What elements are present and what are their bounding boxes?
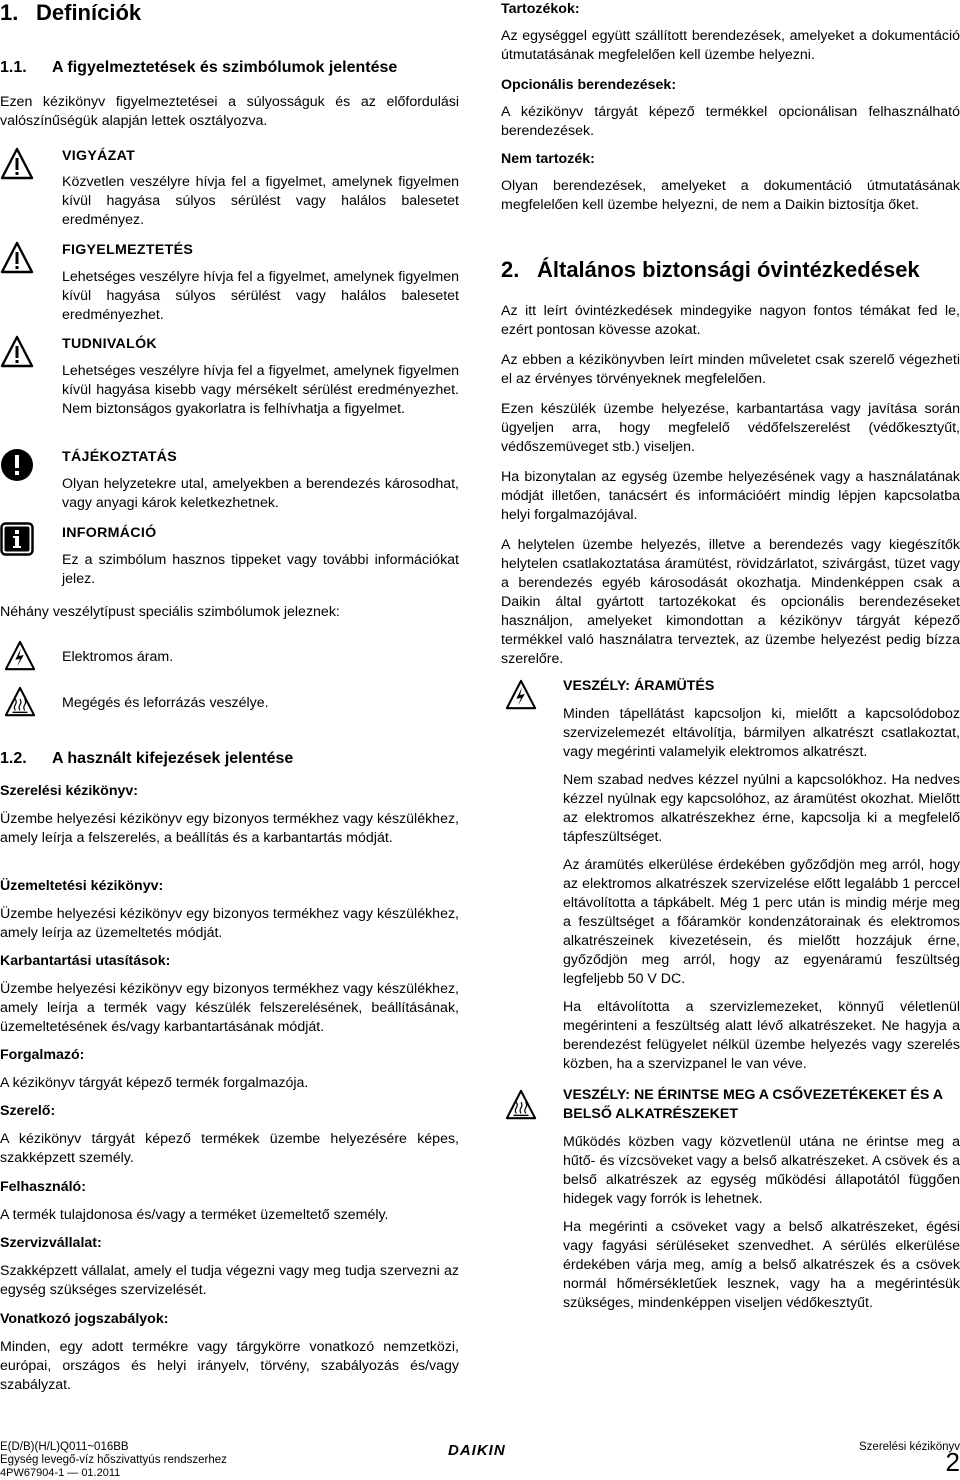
note-vigyazat bbox=[62, 147, 459, 230]
danger-paragraph: Minden tápellátást kapcsoljon ki, mielőtt a kapcsolódoboz szervizelemezét eltávolítja, bármilyen alkatrészt csatlakoztat, vagy megérinti valamelyik elektromos alkatrészt. bbox=[563, 706, 960, 760]
hot-surface-icon bbox=[4, 686, 36, 718]
note-title: FIGYELMEZTETÉS bbox=[62, 242, 194, 258]
term-tartozekok bbox=[501, 0, 960, 65]
warning-triangle-icon bbox=[0, 241, 34, 275]
section1-title: Definíciók bbox=[36, 0, 142, 25]
subsection-1-2-title: A használt kifejezések jelentése bbox=[52, 750, 294, 767]
danger-paragraph: Az áramütés elkerülése érdekében győződjön meg arról, hogy az elektromos alkatrészek szervizelése előtt legalább 1 perccel eltávolította a tápkábelt. Még 1 perc után is mindig mérje meg a feszültséget a főáramkör kondenzátorainak és elektromos alkatrészeinek kivezetésein, és mielőtt hozzájuk érne, győződjön meg arról, hogy az egyenáramú feszültség legfeljebb 50 V DC. bbox=[563, 857, 960, 987]
exclamation-circle-icon bbox=[0, 448, 34, 482]
note-informacio bbox=[62, 524, 459, 589]
term-label: Karbantartási utasítások: bbox=[0, 953, 171, 969]
section1-heading bbox=[0, 0, 141, 26]
info-icon bbox=[0, 522, 34, 556]
term-szervizvallalat bbox=[0, 1234, 459, 1300]
subsection-1-2-heading bbox=[0, 749, 293, 769]
danger-paragraph: Ha eltávolította a szervizlemezeket, könnyű véletlenül megérinteni a feszültség alatt lévő alkatrészeket. Ne hagyja a berendezést felügyelet nélkül üzembe helyezés vagy szerelés közben, ha a szervizpanel le van véve. bbox=[563, 999, 960, 1072]
note-text: Lehetséges veszélyre hívja fel a figyelmet, amelynek figyelmen kívül hagyása kisebb vagy mérsékelt sérülést eredményezhet. Nem biztonságos gyakorlatra is felhívhatja a figyelmet. bbox=[62, 363, 459, 417]
term-forgalmazo bbox=[0, 1046, 459, 1093]
brand-logo-text: DAIKIN bbox=[448, 1442, 506, 1459]
term-szerelo bbox=[0, 1102, 459, 1168]
term-felhasznalo bbox=[0, 1178, 459, 1225]
footer-model: E(D/B)(H/L)Q011~016BB bbox=[0, 1441, 129, 1453]
danger-electric-shock bbox=[563, 677, 960, 1074]
special-hot-text: Megégés és leforrázás veszélye. bbox=[62, 695, 269, 711]
section2-paragraph: Az ebben a kézikönyvben leírt minden műveletet csak szerelő végezheti el az érvényes törvényeknek megfelelően. bbox=[501, 352, 960, 387]
term-label: Opcionális berendezések: bbox=[501, 77, 677, 93]
term-text: Olyan berendezések, amelyeket a dokumentáció útmutatásának megfelelően kell üzembe helyezni, de nem a Daikin biztosítja őket. bbox=[501, 178, 960, 213]
section2-paragraph: Ezen készülék üzembe helyezése, karbantartása vagy javítása során ügyeljen arra, hogy megfelelő védőfelszerelést (védőkesztyűt, védőszemüveget stb.) viseljen. bbox=[501, 401, 960, 455]
note-tajekoztatas bbox=[62, 448, 459, 513]
term-text: Üzembe helyezési kézikönyv egy bizonyos termékhez vagy készülékhez, amely leírja az üzemeltetés módját. bbox=[0, 906, 459, 941]
section2-title: Általános biztonsági óvintézkedések bbox=[537, 257, 920, 282]
danger-title: VESZÉLY: ÁRAMÜTÉS bbox=[563, 678, 715, 694]
term-label: Forgalmazó: bbox=[0, 1047, 85, 1063]
note-title: TUDNIVALÓK bbox=[62, 336, 157, 352]
note-text: Ez a szimbólum hasznos tippeket vagy további információkat jelez. bbox=[62, 552, 459, 587]
term-label: Üzemeltetési kézikönyv: bbox=[0, 878, 164, 894]
term-label: Tartozékok: bbox=[501, 1, 580, 17]
danger-hot-pipes bbox=[563, 1086, 960, 1313]
term-label: Szerelési kézikönyv: bbox=[0, 783, 139, 799]
note-tudnivalok bbox=[62, 335, 459, 419]
term-text: Minden, egy adott termékre vagy tárgykörre vonatkozó nemzetközi, európai, országos és helyi irányelv, törvény, szabályozás és/vagy szabályzat. bbox=[0, 1339, 459, 1393]
subsection-1-2-number: 1.2. bbox=[0, 750, 27, 767]
danger-paragraph: Nem szabad nedves kézzel nyúlni a kapcsolókhoz. Ha nedves kézzel nyúlnak egy kapcsolóhoz, az áramütést okozhat. Mielőtt az elektromos alkatrészekhez érne, kapcsolja ki a megfelelő tápfeszültséget. bbox=[563, 772, 960, 845]
note-text: Lehetséges veszélyre hívja fel a figyelmet, amelynek figyelmen kívül hagyása súlyos sérülést vagy halálos balesetet eredményezhet. bbox=[62, 269, 459, 323]
term-uzemeltetesi-kezikonyv bbox=[0, 877, 459, 943]
page-number: 2 bbox=[945, 1447, 960, 1477]
subsection-1-1-title: A figyelmeztetések és szimbólumok jelentése bbox=[52, 59, 398, 76]
electric-hazard-icon bbox=[4, 640, 36, 672]
term-text: Az egységgel együtt szállított berendezések, amelyeket a dokumentáció útmutatásának megfelelően kell üzembe helyezni. bbox=[501, 28, 960, 63]
footer-manual-title: Szerelési kézikönyv bbox=[859, 1441, 960, 1453]
section2-paragraph: A helytelen üzembe helyezés, illetve a berendezés vagy kiegészítők helytelen csatlakoztatása áramütést, rövidzárlatot, szivárgást, tüzet vagy a berendezés egyéb károsodását okozhatja. Mindenképpen csak a Daikin által gyártott tartozékokat és opcionális berendezéseket használjon, amelyeket kimondottan a kézikönyv tárgyát képező termékkel való használatra terveztek, az üzembe helyezést pedig bízza szerelőre. bbox=[501, 537, 960, 667]
term-vonatkozo-jogszabalyok bbox=[0, 1310, 459, 1395]
footer-description: Egység levegő-víz hőszivattyús rendszerhez bbox=[0, 1454, 227, 1466]
term-karbantartasi-utasitasok bbox=[0, 952, 459, 1037]
special-symbols-intro: Néhány veszélytípust speciális szimbólumok jeleznek: bbox=[0, 604, 340, 620]
footer-doc-id: 4PW67904-1 — 01.2011 bbox=[0, 1467, 121, 1479]
warning-triangle-icon bbox=[0, 147, 34, 181]
section2-number: 2. bbox=[501, 257, 520, 282]
section2-paragraph: Az itt leírt óvintézkedések mindegyike nagyon fontos témákat fed le, ezért pontosan kövesse azokat. bbox=[501, 303, 960, 338]
hot-surface-icon bbox=[505, 1089, 537, 1121]
note-title: TÁJÉKOZTATÁS bbox=[62, 449, 177, 465]
term-text: A termék tulajdonosa és/vagy a terméket üzemeltető személy. bbox=[0, 1207, 389, 1223]
danger-title: VESZÉLY: NE ÉRINTSE MEG A CSŐVEZETÉKEKET ÉS A BELSŐ ALKATRÉSZEKET bbox=[563, 1087, 943, 1122]
section2-paragraph: Ha bizonytalan az egység üzembe helyezésének vagy a használatának módját illetően, tanácsért és információért mindig lépjen kapcsolatba helyi forgalmazójával. bbox=[501, 469, 960, 523]
term-szerelesi-kezikonyv bbox=[0, 782, 459, 848]
warning-triangle-icon bbox=[0, 335, 34, 369]
note-title: VIGYÁZAT bbox=[62, 148, 136, 164]
term-text: A kézikönyv tárgyát képező termékek üzembe helyezésére képes, szakképzett személy. bbox=[0, 1131, 459, 1166]
electric-hazard-icon bbox=[505, 679, 537, 711]
section2-heading bbox=[501, 257, 920, 283]
danger-paragraph: Működés közben vagy közvetlenül utána ne érintse meg a hűtő- és vízcsöveket vagy a belső alkatrészeket. A csövek és a belső alkatrészek az egység működési állapotától függően hidegek vagy forrók is lehetnek. bbox=[563, 1134, 960, 1207]
term-text: Üzembe helyezési kézikönyv egy bizonyos termékhez vagy készülékhez, amely leírja a termék vagy készülék felszerelésének, beállításának, üzemeltetésének és/vagy karbantartásának módját. bbox=[0, 981, 459, 1035]
intro-paragraph: Ezen kézikönyv figyelmeztetései a súlyosságuk és az előfordulási valószínűségük alapján lettek osztályozva. bbox=[0, 94, 459, 129]
note-figyelmeztetes bbox=[62, 241, 459, 325]
subsection-1-1-number: 1.1. bbox=[0, 59, 27, 76]
daikin-logo bbox=[448, 1441, 506, 1460]
term-text: A kézikönyv tárgyát képező termékkel opcionálisan felhasználható berendezések. bbox=[501, 104, 960, 139]
note-text: Olyan helyzetekre utal, amelyekben a berendezés károsodhat, vagy anyagi károk keletkezhetnek. bbox=[62, 476, 459, 511]
special-electric-text: Elektromos áram. bbox=[62, 649, 174, 665]
term-opcionalis-berendezesek bbox=[501, 76, 960, 141]
danger-paragraph: Ha megérinti a csöveket vagy a belső alkatrészeket, égési vagy fagyási sérüléseket szenvedhet. A sérülés elkerülése érdekében várja meg, amíg a belső alkatrészek és a csövek normál hőmérsékletűek lesznek, vagy ha a megérintésük szükséges, mindenképpen viseljen védőkesztyűt. bbox=[563, 1219, 960, 1311]
term-label: Felhasználó: bbox=[0, 1179, 86, 1195]
term-nem-tartozek bbox=[501, 150, 960, 215]
section1-number: 1. bbox=[0, 0, 19, 25]
footer-left bbox=[0, 1441, 420, 1480]
subsection-1-1-heading bbox=[0, 58, 397, 78]
note-text: Közvetlen veszélyre hívja fel a figyelmet, amelynek figyelmen kívül hagyása súlyos sérülést vagy halálos balesetet eredményez. bbox=[62, 174, 459, 228]
term-label: Vonatkozó jogszabályok: bbox=[0, 1311, 169, 1327]
term-text: Szakképzett vállalat, amely el tudja végezni vagy meg tudja szervezni az egység szükséges szervizelését. bbox=[0, 1263, 459, 1298]
term-text: Üzembe helyezési kézikönyv egy bizonyos termékhez vagy készülékhez, amely leírja a felszerelés, a beállítás és a karbantartás módját. bbox=[0, 811, 459, 846]
term-label: Szerelő: bbox=[0, 1103, 56, 1119]
term-text: A kézikönyv tárgyát képező termék forgalmazója. bbox=[0, 1075, 309, 1091]
note-title: INFORMÁCIÓ bbox=[62, 525, 157, 541]
term-label: Nem tartozék: bbox=[501, 151, 595, 167]
section2-paragraphs bbox=[501, 302, 960, 669]
term-label: Szervizvállalat: bbox=[0, 1235, 102, 1251]
